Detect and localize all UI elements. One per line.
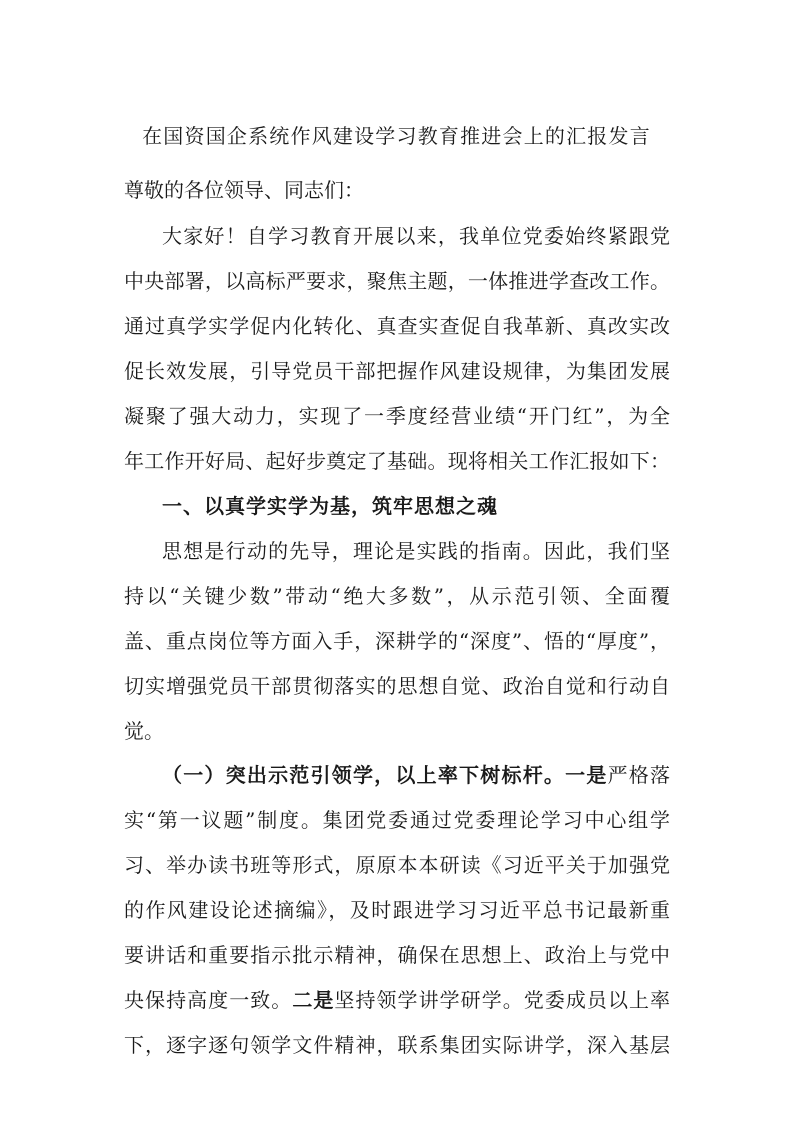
intro-line-3: 通过真学实学促内化转化、真查实查促自我革新、真改实改 bbox=[124, 314, 670, 338]
section1-line-2: 持以“关键少数”带动“绝大多数”，从示范引领、全面覆 bbox=[124, 584, 670, 608]
salutation: 尊敬的各位领导、同志们： bbox=[124, 178, 364, 202]
section1-heading: 一、以真学实学为基，筑牢思想之魂 bbox=[162, 494, 498, 518]
document-title: 在国资国企系统作风建设学习教育推进会上的汇报发言 bbox=[142, 124, 651, 148]
sub1-line-6: 下，逐字逐句领学文件精神，联系集团实际讲学，深入基层 bbox=[124, 1033, 670, 1057]
sub1-heading-line bbox=[162, 761, 670, 789]
sub1-heading-rest: 严格落 bbox=[607, 763, 671, 787]
sub1-heading: （一）突出示范引领学，以上率下树标杆。一是 bbox=[162, 763, 608, 787]
sub1-line-3: 的作风建设论述摘编》，及时跟进学习习近平总书记最新重 bbox=[124, 898, 670, 922]
sub1-line-1: 实“第一议题”制度。集团党委通过党委理论学习中心组学 bbox=[124, 808, 670, 832]
sub1-line-2: 习、举办读书班等形式，原原本本研读《习近平关于加强党 bbox=[124, 853, 670, 877]
section1-line-5: 觉。 bbox=[124, 719, 164, 743]
intro-line-6: 年工作开好局、起好步奠定了基础。现将相关工作汇报如下： bbox=[124, 449, 670, 473]
sub1-line-4: 要讲话和重要指示批示精神，确保在思想上、政治上与党中 bbox=[124, 943, 670, 967]
sub1-line-5 bbox=[124, 986, 670, 1014]
sub1-line-5-pre: 央保持高度一致。 bbox=[124, 988, 293, 1012]
intro-line-5: 凝聚了强大动力，实现了一季度经营业绩“开门红”，为全 bbox=[124, 404, 670, 428]
sub1-line-5-post: 坚持领学讲学研学。党委成员以上率 bbox=[334, 988, 671, 1012]
intro-line-2: 中央部署，以高标严要求，聚焦主题，一体推进学查改工作。 bbox=[124, 269, 670, 293]
section1-line-3: 盖、重点岗位等方面入手，深耕学的“深度”、悟的“厚度”， bbox=[124, 629, 670, 653]
intro-line-1: 大家好！自学习教育开展以来，我单位党委始终紧跟党 bbox=[162, 224, 670, 248]
intro-line-4: 促长效发展，引导党员干部把握作风建设规律，为集团发展 bbox=[124, 359, 670, 383]
section1-line-4: 切实增强党员干部贯彻落实的思想自觉、政治自觉和行动自 bbox=[124, 674, 670, 698]
sub1-line-5-bold: 二是 bbox=[292, 988, 335, 1012]
section1-line-1: 思想是行动的先导，理论是实践的指南。因此，我们坚 bbox=[162, 539, 670, 563]
